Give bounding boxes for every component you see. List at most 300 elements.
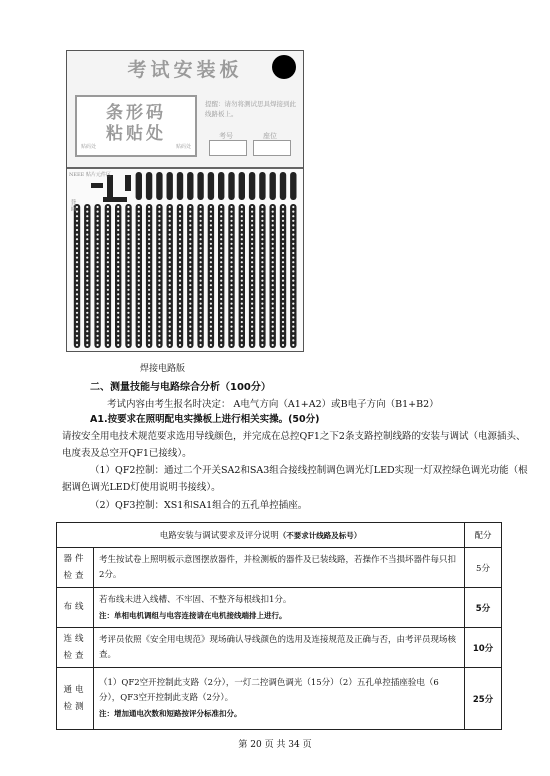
solder-pad (117, 312, 119, 314)
solder-pad (210, 261, 212, 263)
solder-pad (97, 234, 99, 236)
solder-pad (86, 206, 88, 208)
solder-pad (86, 326, 88, 328)
solder-pad (86, 330, 88, 332)
solder-pad (292, 326, 294, 328)
solder-pad (148, 211, 150, 213)
solder-pad (107, 339, 109, 341)
solder-pad (138, 252, 140, 254)
solder-pad (220, 289, 222, 291)
solder-pad (97, 280, 99, 282)
solder-pad (292, 330, 294, 332)
solder-pad (179, 211, 181, 213)
solder-pad (230, 234, 232, 236)
solder-pad (189, 206, 191, 208)
solder-pad (148, 266, 150, 268)
solder-pad (292, 238, 294, 240)
solder-pad (261, 326, 263, 328)
solder-pad (97, 321, 99, 323)
solder-pad (76, 293, 78, 295)
solder-pad (179, 243, 181, 245)
solder-pad (76, 247, 78, 249)
solder-pad (107, 215, 109, 217)
solder-pad (169, 293, 171, 295)
solder-pad (158, 220, 160, 222)
solder-pad (251, 321, 253, 323)
solder-pad (107, 335, 109, 337)
solder-pad (292, 215, 294, 217)
solder-pad (200, 211, 202, 213)
solder-strip (167, 172, 173, 200)
solder-pad (251, 247, 253, 249)
solder-pad (292, 307, 294, 309)
solder-pad (97, 289, 99, 291)
solder-pad (158, 270, 160, 272)
solder-pad (241, 234, 243, 236)
solder-pad (158, 316, 160, 318)
solder-pad (241, 330, 243, 332)
solder-pad (97, 312, 99, 314)
solder-pad (272, 289, 274, 291)
solder-pad (107, 252, 109, 254)
solder-pad (138, 275, 140, 277)
solder-pad (169, 303, 171, 305)
solder-pad (76, 307, 78, 309)
solder-pad (200, 339, 202, 341)
row-score: 5分 (465, 548, 502, 588)
solder-pad (220, 307, 222, 309)
solder-pad (158, 289, 160, 291)
solder-pad (241, 238, 243, 240)
solder-pad (241, 252, 243, 254)
solder-pad (138, 307, 140, 309)
solder-pad (220, 293, 222, 295)
solder-pad (251, 280, 253, 282)
solder-pad (251, 303, 253, 305)
solder-pad (189, 298, 191, 300)
solder-pad (241, 298, 243, 300)
solder-strip (146, 172, 152, 200)
solder-pad (148, 257, 150, 259)
solder-pad (251, 270, 253, 272)
solder-pad (158, 247, 160, 249)
solder-pad (107, 206, 109, 208)
solder-pad (107, 261, 109, 263)
solder-pad (158, 321, 160, 323)
solder-pad (127, 266, 129, 268)
solder-pad (272, 298, 274, 300)
solder-pad (210, 220, 212, 222)
solder-pad (189, 289, 191, 291)
solder-pad (210, 211, 212, 213)
solder-pad (179, 215, 181, 217)
solder-pad (200, 238, 202, 240)
solder-pad (76, 289, 78, 291)
solder-pad (261, 321, 263, 323)
solder-pad (251, 261, 253, 263)
solder-pad (107, 270, 109, 272)
solder-pad (292, 247, 294, 249)
solder-pad (230, 247, 232, 249)
solder-pad (189, 326, 191, 328)
solder-pad (272, 211, 274, 213)
solder-pad (241, 339, 243, 341)
table-row (57, 668, 502, 730)
solder-pad (97, 270, 99, 272)
solder-pad (220, 234, 222, 236)
solder-pad (292, 252, 294, 254)
solder-pad (292, 344, 294, 346)
row-category: 连线检查 (57, 628, 94, 668)
board-title: 考试安装板 (127, 59, 243, 81)
solder-pad (220, 220, 222, 222)
solder-pad (148, 261, 150, 263)
solder-pad (148, 321, 150, 323)
solder-pad (241, 266, 243, 268)
solder-pad (261, 339, 263, 341)
solder-pad (127, 280, 129, 282)
solder-pad (230, 339, 232, 341)
solder-pad (210, 330, 212, 332)
solder-pad (86, 280, 88, 282)
solder-pad (261, 312, 263, 314)
solder-pad (282, 215, 284, 217)
solder-pad (220, 252, 222, 254)
solder-pad (179, 266, 181, 268)
solder-pad (251, 243, 253, 245)
solder-pad (76, 303, 78, 305)
solder-pad (241, 293, 243, 295)
solder-pad (189, 215, 191, 217)
solder-pad (292, 335, 294, 337)
solder-pad (292, 243, 294, 245)
solder-pad (158, 307, 160, 309)
solder-pad (272, 280, 274, 282)
solder-pad (117, 330, 119, 332)
solder-pad (169, 252, 171, 254)
solder-pad (241, 247, 243, 249)
solder-pad (272, 215, 274, 217)
solder-pad (261, 266, 263, 268)
solder-pad (292, 298, 294, 300)
solder-strip (187, 172, 193, 200)
solder-pad (261, 275, 263, 277)
solder-pad (86, 238, 88, 240)
solder-pad (127, 220, 129, 222)
solder-pad (138, 303, 140, 305)
solder-pad (169, 270, 171, 272)
solder-pad (76, 321, 78, 323)
solder-pad (189, 316, 191, 318)
solder-pad (292, 229, 294, 231)
solder-pad (241, 261, 243, 263)
solder-pad (210, 303, 212, 305)
solder-strip (280, 172, 286, 200)
solder-pad (282, 321, 284, 323)
solder-pad (272, 234, 274, 236)
solder-pad (117, 252, 119, 254)
solder-pad (230, 335, 232, 337)
solder-pad (117, 247, 119, 249)
solder-pad (251, 252, 253, 254)
solder-pad (138, 206, 140, 208)
solder-pad (230, 344, 232, 346)
solder-pad (200, 321, 202, 323)
solder-pad (220, 215, 222, 217)
sign1-label: 考号 (219, 132, 233, 140)
solder-pad (158, 344, 160, 346)
solder-pad (261, 211, 263, 213)
solder-pad (251, 275, 253, 277)
solder-pad (158, 238, 160, 240)
solder-pad (107, 284, 109, 286)
solder-pad (200, 335, 202, 337)
solder-pad (251, 316, 253, 318)
solder-pad (179, 335, 181, 337)
solder-pad (189, 261, 191, 263)
solder-pad (200, 293, 202, 295)
solder-pad (241, 257, 243, 259)
solder-pad (127, 298, 129, 300)
solder-pad (282, 206, 284, 208)
solder-pad (210, 316, 212, 318)
solder-pad (230, 270, 232, 272)
solder-pad (179, 339, 181, 341)
solder-pad (158, 312, 160, 314)
solder-strip (208, 172, 214, 200)
solder-pad (189, 321, 191, 323)
solder-pad (158, 330, 160, 332)
solder-pad (251, 229, 253, 231)
solder-pad (261, 303, 263, 305)
solder-pad (272, 321, 274, 323)
solder-pad (127, 247, 129, 249)
solder-pad (292, 257, 294, 259)
solder-pad (107, 229, 109, 231)
solder-pad (148, 238, 150, 240)
solder-pad (282, 316, 284, 318)
solder-pad (220, 312, 222, 314)
solder-pad (220, 270, 222, 272)
solder-pad (261, 330, 263, 332)
solder-pad (127, 284, 129, 286)
solder-pad (282, 293, 284, 295)
solder-pad (200, 220, 202, 222)
solder-pad (220, 243, 222, 245)
solder-pad (76, 257, 78, 259)
solder-pad (107, 238, 109, 240)
solder-pad (97, 339, 99, 341)
solder-pad (127, 303, 129, 305)
solder-pad (189, 339, 191, 341)
solder-pad (282, 238, 284, 240)
solder-pad (169, 247, 171, 249)
solder-pad (272, 252, 274, 254)
solder-pad (210, 266, 212, 268)
solder-pad (158, 243, 160, 245)
solder-pad (127, 330, 129, 332)
solder-pad (158, 339, 160, 341)
solder-pad (179, 247, 181, 249)
solder-pad (179, 326, 181, 328)
solder-pad (86, 307, 88, 309)
solder-pad (292, 316, 294, 318)
solder-pad (127, 261, 129, 263)
solder-pad (86, 234, 88, 236)
solder-pad (127, 326, 129, 328)
solder-pad (86, 298, 88, 300)
solder-pad (117, 234, 119, 236)
solder-pad (107, 316, 109, 318)
solder-pad (189, 284, 191, 286)
instruction-paragraph: 请按安全用电技术规范要求选用导线颜色，并完成在总控QF1之下2条支路控制线路的安装与调试（电源插头、电度表及总空开QF1已接线）。 (62, 431, 526, 459)
solder-pad (220, 206, 222, 208)
solder-pad (261, 247, 263, 249)
solder-pad (86, 293, 88, 295)
solder-pad (230, 293, 232, 295)
solder-pad (158, 261, 160, 263)
solder-pad (127, 307, 129, 309)
solder-pad (200, 307, 202, 309)
solder-pad (148, 330, 150, 332)
solder-pad (97, 247, 99, 249)
solder-pad (282, 220, 284, 222)
solder-pad (107, 234, 109, 236)
solder-pad (282, 211, 284, 213)
solder-pad-grid (67, 169, 303, 351)
solder-pad (200, 303, 202, 305)
solder-pad (107, 275, 109, 277)
solder-pad (282, 303, 284, 305)
solder-pad (272, 257, 274, 259)
solder-pad (107, 224, 109, 226)
solder-pad (230, 330, 232, 332)
solder-pad (76, 326, 78, 328)
solder-pad (200, 270, 202, 272)
solder-pad (210, 344, 212, 346)
solder-pad (251, 211, 253, 213)
solder-pad (292, 293, 294, 295)
solder-pad (158, 206, 160, 208)
solder-pad (86, 316, 88, 318)
solder-pad (138, 270, 140, 272)
solder-pad (97, 335, 99, 337)
solder-pad (158, 326, 160, 328)
solder-pad (200, 229, 202, 231)
solder-pad (272, 316, 274, 318)
board-component (103, 197, 127, 202)
solder-pad (148, 284, 150, 286)
solder-pad (230, 224, 232, 226)
solder-pad (86, 266, 88, 268)
solder-pad (86, 335, 88, 337)
solder-pad (200, 289, 202, 291)
solder-pad (261, 257, 263, 259)
solder-pad (230, 298, 232, 300)
solder-pad (220, 266, 222, 268)
solder-pad (158, 211, 160, 213)
solder-pad (251, 326, 253, 328)
solder-pad (138, 261, 140, 263)
solder-pad (169, 224, 171, 226)
solder-pad (189, 238, 191, 240)
row-score: 5分 (465, 588, 502, 628)
solder-pad (127, 215, 129, 217)
solder-pad (189, 293, 191, 295)
solder-pad (251, 266, 253, 268)
solder-pad (200, 280, 202, 282)
solder-pad (169, 307, 171, 309)
solder-pad (97, 224, 99, 226)
solder-pad (251, 344, 253, 346)
solder-pad (158, 229, 160, 231)
solder-pad (210, 284, 212, 286)
solder-pad (179, 307, 181, 309)
solder-pad (220, 316, 222, 318)
solder-pad (189, 344, 191, 346)
solder-pad (127, 339, 129, 341)
solder-pad (210, 298, 212, 300)
solder-pad (241, 344, 243, 346)
solder-pad (210, 339, 212, 341)
solder-pad (127, 335, 129, 337)
solder-pad (200, 316, 202, 318)
solder-pad (76, 238, 78, 240)
solder-pad (292, 220, 294, 222)
solder-pad (241, 316, 243, 318)
solder-pad (230, 206, 232, 208)
solder-pad (220, 303, 222, 305)
solder-pad (97, 330, 99, 332)
solder-pad (169, 335, 171, 337)
solder-pad (282, 326, 284, 328)
solder-pad (251, 289, 253, 291)
solder-strip (259, 172, 265, 200)
solder-pad (107, 220, 109, 222)
solder-pad (292, 261, 294, 263)
solder-pad (292, 234, 294, 236)
solder-pad (282, 224, 284, 226)
row-category: 通电检测 (57, 668, 94, 730)
table-row (57, 628, 502, 668)
solder-pad (272, 261, 274, 263)
solder-pad (97, 261, 99, 263)
solder-pad (282, 234, 284, 236)
solder-pad (261, 316, 263, 318)
solder-pad (76, 280, 78, 282)
solder-pad (169, 243, 171, 245)
solder-pad (86, 243, 88, 245)
solder-pad (292, 266, 294, 268)
solder-pad (97, 215, 99, 217)
row-note: 注：单相电机调组与电容连接请在电机接线端排上进行。 (99, 610, 287, 620)
row-note: 注：增加通电次数和短路按评分标准扣分。 (99, 709, 242, 718)
solder-pad (107, 312, 109, 314)
barcode-small-right: 贴码处 (175, 144, 191, 150)
solder-pad (117, 261, 119, 263)
solder-pad (282, 252, 284, 254)
solder-pad (200, 284, 202, 286)
solder-pad (200, 252, 202, 254)
solder-pad (272, 293, 274, 295)
solder-pad (127, 344, 129, 346)
solder-pad (230, 238, 232, 240)
solder-pad (200, 298, 202, 300)
solder-pad (148, 280, 150, 282)
solder-pad (97, 344, 99, 346)
solder-pad (272, 284, 274, 286)
solder-pad (97, 238, 99, 240)
